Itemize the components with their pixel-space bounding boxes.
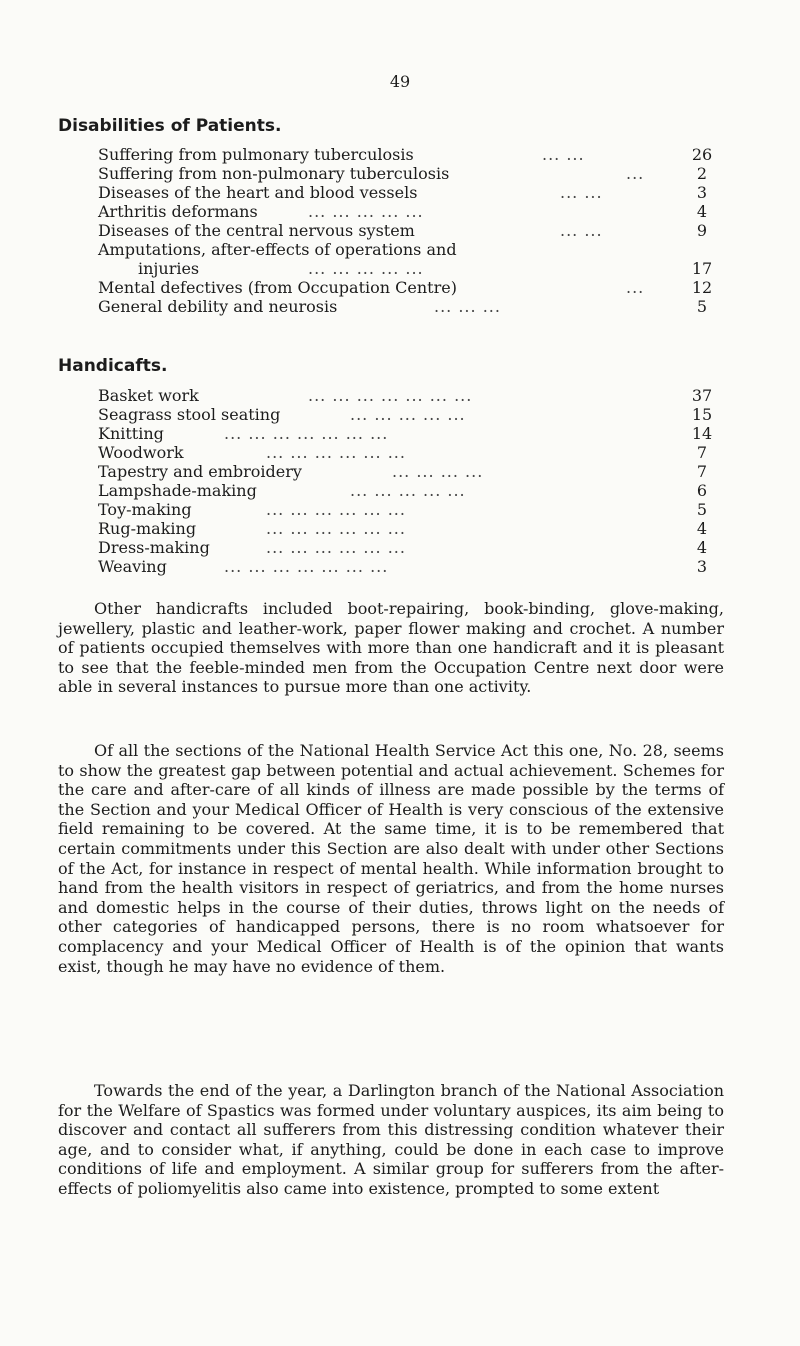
paragraph-other-handicrafts: Other handicrafts included boot-repairing, book-binding, glove-making, jewellery, plastic and leather-work, paper flower making and crochet. A number of patients occupied themselves with more than one handicraft and it is pleasant to see that the feeble-minded men from the Occupation Centre next door were able in several instances to pursue more than one activity. [58,599,724,697]
table-row [98,462,722,481]
table-row [98,278,722,297]
row-label: Mental defectives (from Occupation Centre) [98,278,457,297]
table-row [98,405,722,424]
row-value: 3 [696,557,708,576]
table-row [98,297,722,316]
row-value: 26 [691,145,713,164]
row-label: General debility and neurosis [98,297,338,316]
row-label-line-2: injuries [138,259,200,278]
table-row [98,519,722,538]
leader-dots: ... ... ... ... ... [308,202,424,221]
row-value: 12 [691,278,713,297]
row-value: 7 [696,462,708,481]
row-label: Diseases of the central nervous system [98,221,415,240]
leader-dots: ... ... [542,145,585,164]
row-label: Weaving [98,557,167,576]
row-label: Suffering from non-pulmonary tuberculosis [98,164,450,183]
leader-dots: ... ... ... ... ... [350,481,466,500]
row-value: 14 [691,424,713,443]
table-row [98,221,722,240]
row-value: 17 [691,259,713,278]
leader-dots: ... ... ... ... ... ... ... [224,557,389,576]
row-label: Lampshade-making [98,481,257,500]
paragraph-spastics-association: Towards the end of the year, a Darlington branch of the National Association for the Welfare of Spastics was formed under voluntary auspices, its aim being to discover and contact all sufferers from this distressing condition whatever their age, and to consider what, if anything, could be done in each case to improve conditions of life and employment. A similar group for sufferers from the after-effects of poliomyelitis also came into existence, prompted to some extent [58,1081,724,1198]
leader-dots: ... ... [560,183,603,202]
table-row [98,240,722,278]
row-label: Basket work [98,386,199,405]
table-row [98,481,722,500]
table-row [98,145,722,164]
handicrafts-heading: Handicafts. [58,356,168,376]
table-row [98,202,722,221]
row-value: 5 [696,297,708,316]
disabilities-table [98,145,722,316]
table-row [98,424,722,443]
leader-dots: ... ... ... ... ... [308,259,424,278]
leader-dots: ... ... ... ... [392,462,484,481]
leader-dots: ... ... [560,221,603,240]
leader-dots: ... ... ... ... ... ... [266,538,406,557]
table-row [98,538,722,557]
row-value: 4 [696,538,708,557]
row-label: Dress-making [98,538,210,557]
row-label: Toy-making [98,500,192,519]
table-row [98,500,722,519]
disabilities-heading: Disabilities of Patients. [58,116,282,136]
leader-dots: ... [626,164,645,183]
row-value: 4 [696,202,708,221]
table-row [98,164,722,183]
row-value: 9 [696,221,708,240]
row-label: Tapestry and embroidery [98,462,302,481]
leader-dots: ... [626,278,645,297]
table-row [98,557,722,576]
row-value: 37 [691,386,713,405]
paragraph-health-service-act: Of all the sections of the National Health Service Act this one, No. 28, seems to show the greatest gap between potential and actual achievement. Schemes for the care and after-care of all kinds of illness are made possible by the terms of the Section and your Medical Officer of Health is very conscious of the extensive field remaining to be covered. At the same time, it is to be remembered that certain commitments under this Section are also dealt with under other Sections of the Act, for instance in respect of mental health. While information brought to hand from the health visitors in respect of geriatrics, and from the home nurses and domestic helps in the course of their duties, throws light on the needs of other categories of handicapped persons, there is no room whatsoever for complacency and your Medical Officer of Health is of the opinion that wants exist, though he may have no evidence of them. [58,741,724,976]
row-value: 4 [696,519,708,538]
handicrafts-table [98,386,722,576]
row-label: Arthritis deformans [98,202,258,221]
page-number: 49 [389,72,411,91]
leader-dots: ... ... ... ... ... ... ... [224,424,389,443]
row-label: Rug-making [98,519,197,538]
row-value: 2 [696,164,708,183]
leader-dots: ... ... ... ... ... ... [266,443,406,462]
row-label: Diseases of the heart and blood vessels [98,183,418,202]
row-label: Seagrass stool seating [98,405,281,424]
row-value: 6 [696,481,708,500]
leader-dots: ... ... ... ... ... [350,405,466,424]
table-row [98,183,722,202]
leader-dots: ... ... ... ... ... ... ... [308,386,473,405]
row-label: Woodwork [98,443,184,462]
row-value: 15 [691,405,713,424]
row-label: Suffering from pulmonary tuberculosis [98,145,414,164]
leader-dots: ... ... ... ... ... ... [266,519,406,538]
table-row [98,443,722,462]
row-value: 5 [696,500,708,519]
row-value: 7 [696,443,708,462]
row-label-line-1: Amputations, after-effects of operations and [98,240,457,259]
row-label: Knitting [98,424,164,443]
leader-dots: ... ... ... [434,297,501,316]
leader-dots: ... ... ... ... ... ... [266,500,406,519]
row-value: 3 [696,183,708,202]
table-row [98,386,722,405]
